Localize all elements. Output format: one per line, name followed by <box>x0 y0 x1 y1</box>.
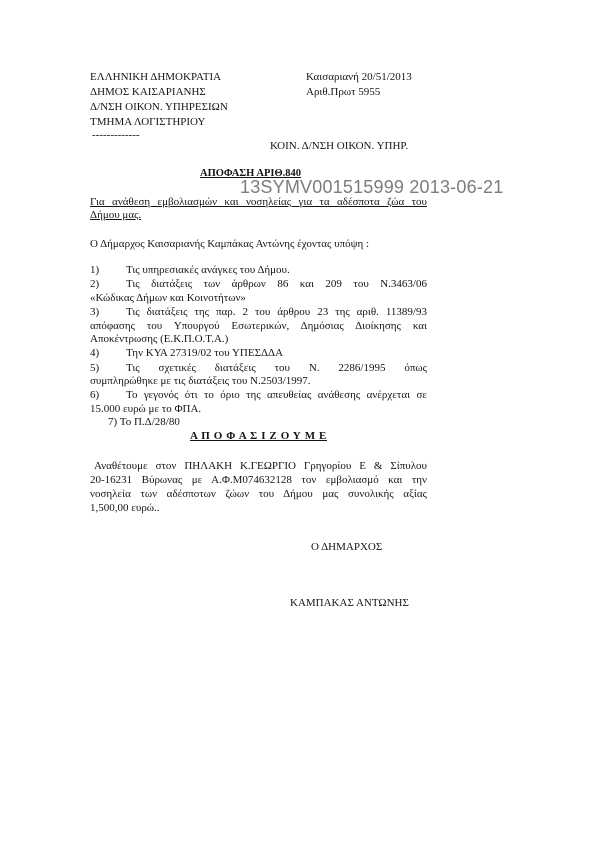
decision-heading: Α Π Ο Φ Α Σ Ι Ζ Ο Υ Μ Ε <box>190 430 327 442</box>
decision-line-1: Αναθέτουμε στον ΠΗΛΑΚΗ Κ.ΓΕΩΡΓΙΟ Γρηγορίου Ε & Σίπυλου <box>94 460 427 472</box>
distribution-line: ΚΟΙΝ. Δ/ΝΣΗ ΟΙΚΟΝ. ΥΠΗΡ. <box>270 140 409 152</box>
consideration-text: «Κώδικας Δήμων και Κοινοτήτων» <box>90 292 246 304</box>
signature-name: ΚΑΜΠΑΚΑΣ ΑΝΤΩΝΗΣ <box>290 597 409 609</box>
consideration-text: απόφασης του Υπουργού Εσωτερικών, Δημόσιας Διοίκησης και <box>90 320 427 332</box>
consideration-text: 15.000 ευρώ με το ΦΠΑ. <box>90 403 202 415</box>
registration-stamp: 13SYMV001515999 2013-06-21 <box>240 177 504 197</box>
consideration-text: Την ΚΥΑ 27319/02 του ΥΠΕΣΔΔΑ <box>126 347 284 359</box>
consideration-text: Τις διατάξεις της παρ. 2 του άρθρου 23 της αριθ. 11389/93 <box>126 306 427 318</box>
consideration-number: 7) <box>108 416 118 428</box>
consideration-number: 3) <box>90 306 100 318</box>
issuer-line-department: ΤΜΗΜΑ ΛΟΓΙΣΤΗΡΙΟΥ <box>90 116 206 128</box>
subject-line-1: Για ανάθεση εμβολιασμών και νοσηλείας για τα αδέσποτα ζώα του <box>90 196 427 208</box>
decision-line-2: 20-16231 Βύρωνας με Α.Φ.Μ074632128 τον εμβολιασμό και την <box>90 474 427 486</box>
consideration-text: Το γεγονός ότι το όριο της απευθείας ανάθεσης ανέρχεται σε <box>126 389 427 401</box>
consideration-number: 4) <box>90 347 100 359</box>
issuer-line-directorate: Δ/ΝΣΗ ΟΙΚΟΝ. ΥΠΗΡΕΣΙΩΝ <box>90 101 228 113</box>
subject-line-2: Δήμου μας. <box>90 209 142 221</box>
consideration-text: συμπληρώθηκε με τις διατάξεις του Ν.2503/1997. <box>90 375 311 387</box>
decision-title: ΑΠΟΦΑΣΗ ΑΡΙΘ.840 <box>200 168 301 179</box>
decision-line-3: νοσηλεία των αδέσποτων ζώων του Δήμου μας συνολικής αξίας <box>90 488 427 500</box>
signature-role: Ο ΔΗΜΑΡΧΟΣ <box>311 541 383 553</box>
consideration-text: Τις υπηρεσιακές ανάγκες του Δήμου. <box>126 264 290 276</box>
consideration-text: Τις διατάξεις των άρθρων 86 και 209 του Ν.3463/06 <box>126 278 427 290</box>
protocol-number: Αριθ.Πρωτ 5955 <box>306 86 381 98</box>
consideration-number: 5) <box>90 362 100 374</box>
issuer-line-municipality: ΔΗΜΟΣ ΚΑΙΣΑΡΙΑΝΗΣ <box>90 86 206 98</box>
place-date: Καισαριανή 20/51/2013 <box>306 71 412 83</box>
consideration-text: Το Π.Δ/28/80 <box>119 416 180 428</box>
consideration-number: 2) <box>90 278 100 290</box>
intro-text: Ο Δήμαρχος Καισαριανής Καμπάκας Αντώνης έχοντας υπόψη : <box>90 238 370 250</box>
decision-line-4: 1,500,00 ευρώ.. <box>90 502 160 514</box>
header-separator: ------------- <box>92 129 140 141</box>
consideration-number: 6) <box>90 389 100 401</box>
consideration-text: Αποκέντρωσης (Ε.Κ.Π.Ο.Τ.Α.) <box>90 333 229 345</box>
consideration-number: 1) <box>90 264 100 276</box>
consideration-text: Τις σχετικές διατάξεις του Ν. 2286/1995 όπως <box>126 362 427 374</box>
consideration-item-7 <box>108 416 180 429</box>
issuer-line-country: ΕΛΛΗΝΙΚΗ ΔΗΜΟΚΡΑΤΙΑ <box>90 71 222 83</box>
